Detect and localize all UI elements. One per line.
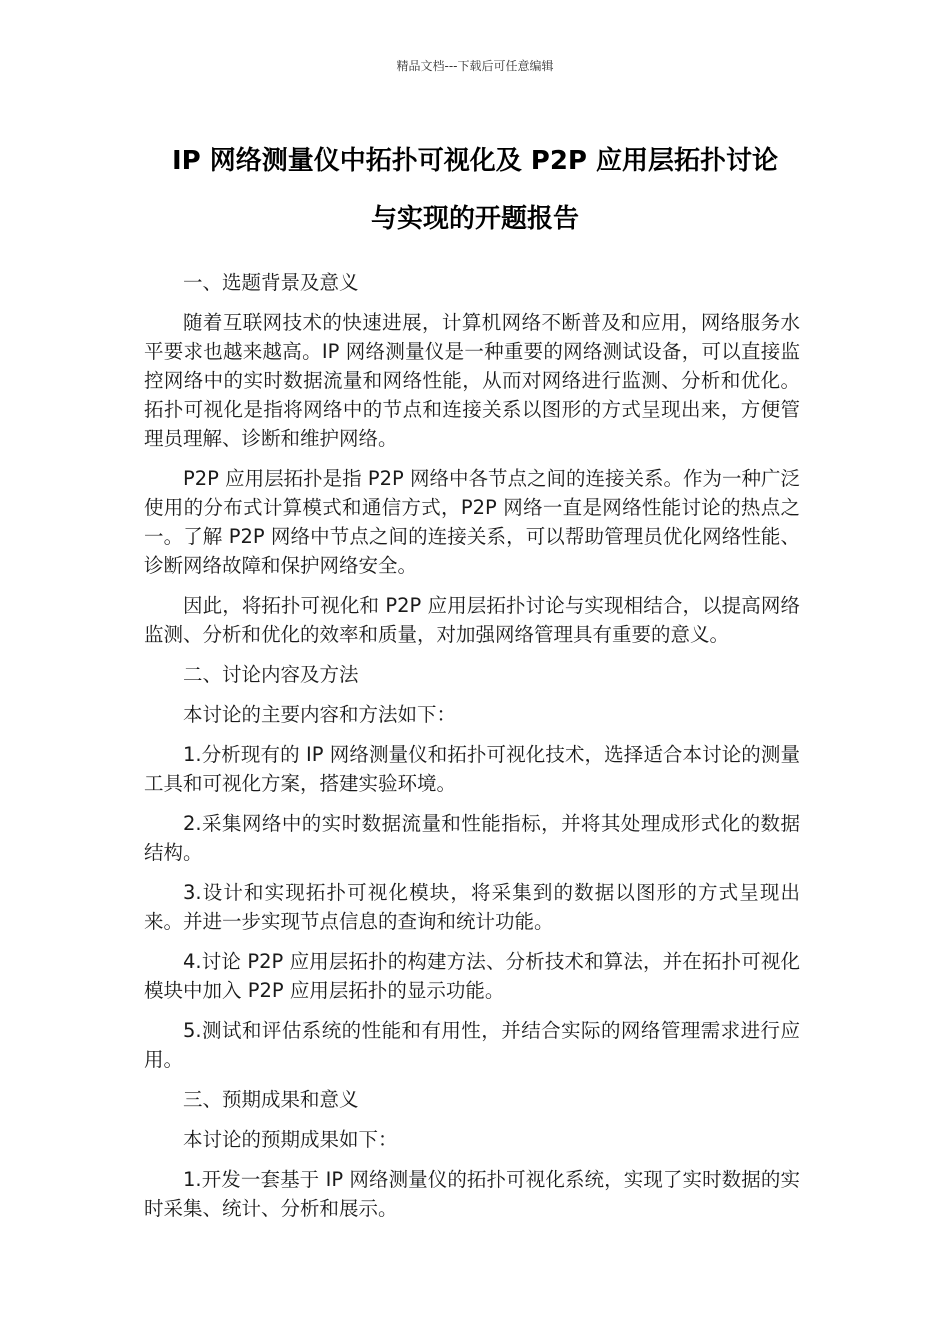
paragraph: 本讨论的主要内容和方法如下： <box>183 703 457 726</box>
list-item: 5.测试和评估系统的性能和有用性，并结合实际的网络管理需求进行应用。 <box>144 1019 800 1071</box>
document-body <box>144 268 800 1234</box>
list-item: 1.开发一套基于 IP 网络测量仪的拓扑可视化系统，实现了实时数据的实时采集、统计、分析和展示。 <box>144 1168 800 1220</box>
section-heading: 二、讨论内容及方法 <box>183 663 359 686</box>
paragraph: P2P 应用层拓扑是指 P2P 网络中各节点之间的连接关系。作为一种广泛使用的分布式计算模式和通信方式，P2P 网络一直是网络性能讨论的热点之一。了解 P2P 网络中节点之间的连接关系，可以帮助管理员优化网络性能、诊断网络故障和保护网络安全。 <box>144 467 800 577</box>
list-item: 2.采集网络中的实时数据流量和性能指标，并将其处理成形式化的数据结构。 <box>144 812 800 864</box>
paragraph: 随着互联网技术的快速进展，计算机网络不断普及和应用，网络服务水平要求也越来越高。IP 网络测量仪是一种重要的网络测试设备，可以直接监控网络中的实时数据流量和网络性能，从而对网络进行监测、分析和优化。拓扑可视化是指将网络中的节点和连接关系以图形的方式呈现出来，方便管理员理解、诊断和维护网络。 <box>144 311 800 450</box>
document-title <box>110 132 840 248</box>
list-item: 4.讨论 P2P 应用层拓扑的构建方法、分析技术和算法，并在拓扑可视化模块中加入 P2P 应用层拓扑的显示功能。 <box>144 950 800 1002</box>
list-item: 3.设计和实现拓扑可视化模块，将采集到的数据以图形的方式呈现出来。并进一步实现节点信息的查询和统计功能。 <box>144 881 800 933</box>
section-heading: 一、选题背景及意义 <box>183 271 359 294</box>
paragraph: 本讨论的预期成果如下： <box>183 1128 398 1151</box>
title-line-1: IP 网络测量仪中拓扑可视化及 P2P 应用层拓扑讨论 <box>171 146 779 176</box>
paragraph: 因此，将拓扑可视化和 P2P 应用层拓扑讨论与实现相结合，以提高网络监测、分析和优化的效率和质量，对加强网络管理具有重要的意义。 <box>144 594 800 646</box>
title-line-2: 与实现的开题报告 <box>370 204 579 234</box>
list-item: 1.分析现有的 IP 网络测量仪和拓扑可视化技术，选择适合本讨论的测量工具和可视化方案，搭建实验环境。 <box>144 743 800 795</box>
section-heading: 三、预期成果和意义 <box>183 1088 359 1111</box>
page-header: 精品文档---下载后可任意编辑 <box>396 59 554 73</box>
